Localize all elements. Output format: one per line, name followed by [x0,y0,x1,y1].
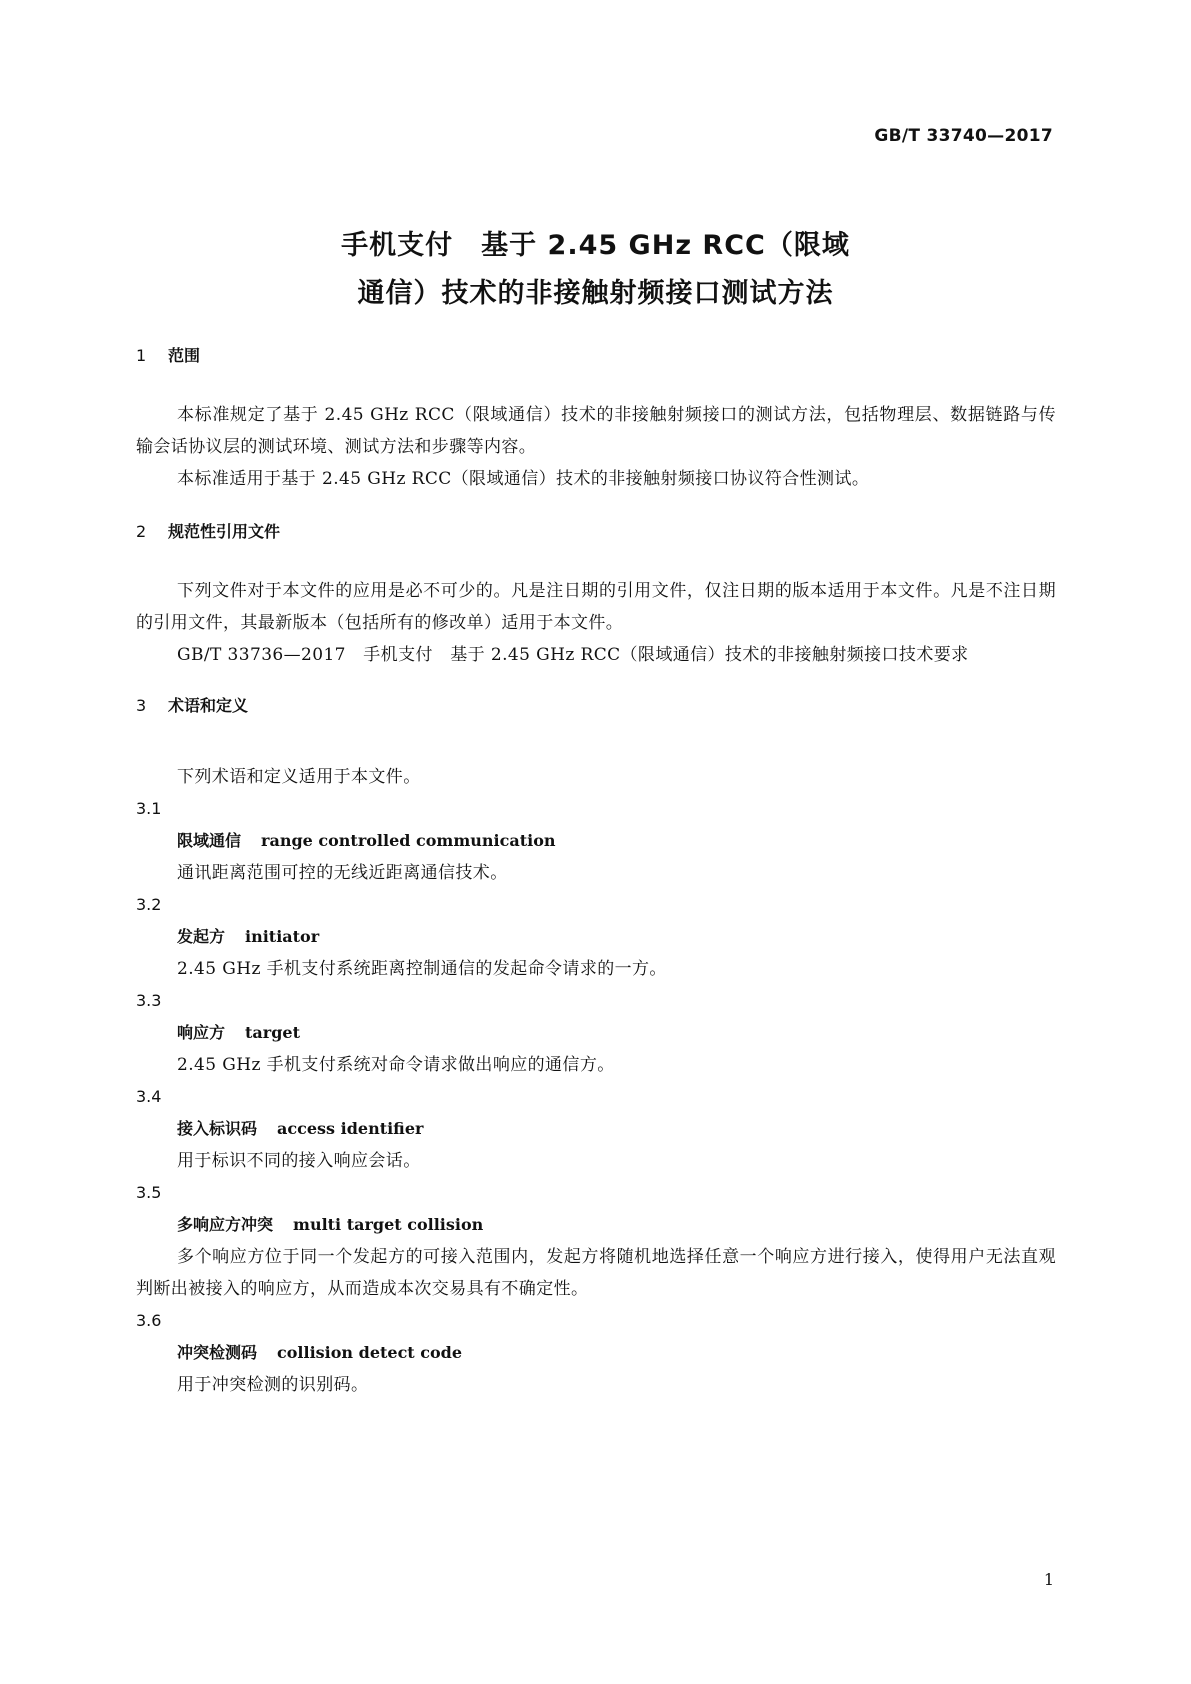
section-terms-definitions [136,694,1056,1401]
term-entry [136,985,1056,1081]
term-definition: 通讯距离范围可控的无线近距离通信技术。 [177,863,508,883]
term-en: access identifier [277,1119,424,1138]
paragraph: 本标准规定了基于 2.45 GHz RCC（限域通信）技术的非接触射频接口的测试方法，包括物理层、数据链路与传输会话协议层的测试环境、测试方法和步骤等内容。 [136,405,1056,457]
section-number: 1 [136,346,147,365]
section-title: 规范性引用文件 [168,522,281,541]
term-entry [136,1177,1056,1305]
term-zh: 冲突检测码 [177,1343,258,1362]
term-en: multi target collision [293,1215,484,1234]
term-zh: 接入标识码 [177,1119,258,1138]
terms-intro: 下列术语和定义适用于本文件。 [177,767,421,787]
section-title: 术语和定义 [168,696,249,715]
term-title [136,825,1056,857]
term-number: 3.5 [136,1183,162,1202]
term-en: initiator [245,927,320,946]
section-number: 3 [136,696,147,715]
term-entry [136,1081,1056,1177]
term-title [136,1017,1056,1049]
term-title [136,921,1056,953]
term-en: collision detect code [277,1343,463,1362]
term-en: target [245,1023,300,1042]
term-zh: 响应方 [177,1023,226,1042]
term-number: 3.3 [136,991,162,1010]
paragraph: 下列文件对于本文件的应用是必不可少的。凡是注日期的引用文件，仅注日期的版本适用于本文件。凡是不注日期的引用文件，其最新版本（包括所有的修改单）适用于本文件。 [136,581,1056,633]
section-title: 范围 [168,346,201,365]
standard-code: GB/T 33740—2017 [874,126,1053,146]
term-entry [136,793,1056,889]
term-en: range controlled communication [261,831,556,850]
section-heading [136,520,1056,544]
term-zh: 发起方 [177,927,226,946]
reference-item: GB/T 33736—2017 手机支付 基于 2.45 GHz RCC（限域通信）技术的非接触射频接口技术要求 [177,645,969,665]
section-heading [136,344,1056,368]
term-title [136,1209,1056,1241]
term-zh: 多响应方冲突 [177,1215,274,1234]
title-line-2: 通信）技术的非接触射频接口测试方法 [357,278,834,309]
section-heading [136,694,1056,718]
term-title [136,1337,1056,1369]
term-definition: 2.45 GHz 手机支付系统距离控制通信的发起命令请求的一方。 [177,959,667,979]
term-zh: 限域通信 [177,831,242,850]
term-definition: 用于冲突检测的识别码。 [177,1375,369,1395]
term-number: 3.4 [136,1087,162,1106]
term-entry [136,1305,1056,1401]
term-definition: 用于标识不同的接入响应会话。 [177,1151,421,1171]
term-definition: 2.45 GHz 手机支付系统对命令请求做出响应的通信方。 [177,1055,615,1075]
paragraph: 本标准适用于基于 2.45 GHz RCC（限域通信）技术的非接触射频接口协议符合性测试。 [177,469,870,489]
term-entry [136,889,1056,985]
document-title [0,222,1191,318]
term-definition: 多个响应方位于同一个发起方的可接入范围内，发起方将随机地选择任意一个响应方进行接入，使得用户无法直观判断出被接入的响应方，从而造成本次交易具有不确定性。 [136,1247,1056,1299]
page-number: 1 [1043,1570,1054,1589]
section-normative-references [136,520,1056,671]
term-title [136,1113,1056,1145]
title-line-1: 手机支付 基于 2.45 GHz RCC（限域 [341,230,850,261]
section-number: 2 [136,522,147,541]
term-number: 3.6 [136,1311,162,1330]
section-scope [136,344,1056,495]
term-number: 3.2 [136,895,162,914]
term-number: 3.1 [136,799,162,818]
